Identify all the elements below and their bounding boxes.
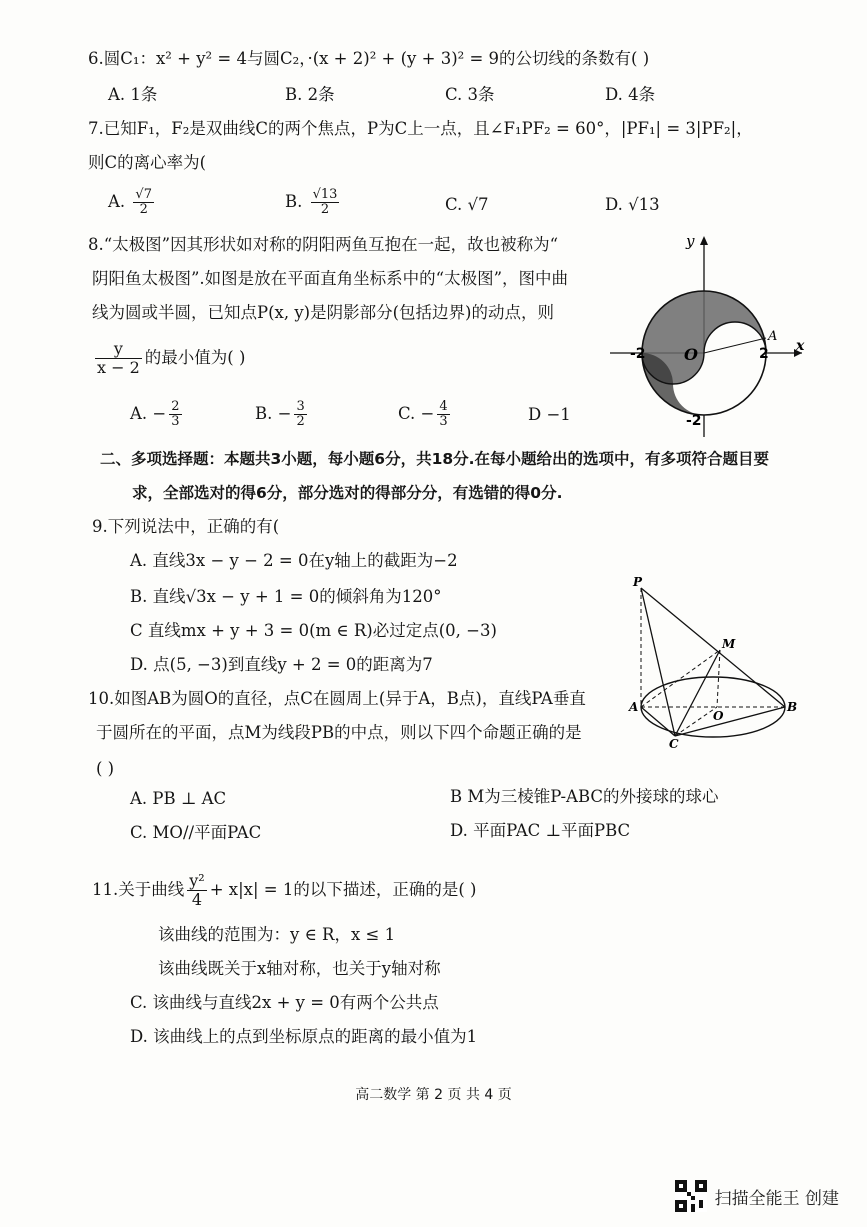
segment-am	[641, 650, 720, 707]
fig-label-p: P	[633, 575, 643, 589]
q8-line4: $\frac{y}{x - 2}$ 的最小值为( )	[97, 339, 246, 377]
q6-option-b: B. 2条	[285, 85, 335, 104]
q10-option-c: C. MO//平面PAC	[130, 823, 262, 842]
q11-option-c: C. 该曲线与直线2x + y = 0有两个公共点	[130, 993, 439, 1012]
q7-option-a: A. $\frac{√7}{2}$	[108, 187, 152, 217]
fig-label-neg2-x: -2	[630, 346, 646, 362]
q8-line2: 阴阳鱼太极图”.如图是放在平面直角坐标系中的“太极图”，图中曲	[92, 269, 569, 288]
q8-option-c: C. − $\frac{4}{3}$	[398, 399, 448, 429]
fig-label-y-axis: y	[686, 232, 695, 250]
section2-instructions-line2: 求，全部选对的得6分，部分选对的得部分分，有选错的得0分.	[132, 484, 563, 502]
segment-cm	[675, 650, 720, 736]
q10-line1: 10.如图AB为圆O的直径，点C在圆周上(异于A，B点)，直线PA垂直	[88, 689, 586, 708]
q9-option-b: B. 直线√3x − y + 1 = 0的倾斜角为120°	[130, 587, 442, 606]
q8-line3: 线为圆或半圆，已知点P(x, y)是阴影部分(包括边界)的动点，则	[92, 303, 554, 322]
q11-option-d: D. 该曲线上的点到坐标原点的距离的最小值为1	[130, 1027, 478, 1046]
q7-option-b: B. $\frac{√13}{2}$	[285, 187, 338, 217]
segment-pc	[641, 588, 675, 736]
segment-pb	[641, 588, 785, 707]
q8-option-b: B. − $\frac{3}{2}$	[255, 399, 305, 429]
q6-option-a: A. 1条	[108, 85, 158, 104]
segment-co	[675, 707, 717, 736]
page-footer: 高二数学 第 2 页 共 4 页	[355, 1087, 512, 1103]
q10-line3: ( )	[96, 759, 115, 778]
pyramid-figure	[625, 572, 800, 750]
fig-label-b: B	[787, 700, 798, 714]
q8-line1: 8.“太极图”因其形状如对称的阴阳两鱼互抱在一起，故也被称为“	[88, 235, 559, 254]
fig-label-origin: O	[684, 345, 698, 364]
q9-stem: 9.下列说法中，正确的有(	[92, 517, 280, 536]
q6-option-c: C. 3条	[445, 85, 495, 104]
fig-label-2-x: 2	[759, 346, 769, 362]
fig-label-m: M	[722, 637, 736, 651]
fig-label-point-a: A	[768, 329, 778, 344]
q10-option-b: B M为三棱锥P-ABC的外接球的球心	[450, 787, 719, 806]
fig-label-o: O	[713, 709, 724, 723]
q10-option-d: D. 平面PAC ⊥平面PBC	[450, 821, 631, 840]
section2-instructions-line1: 二、多项选择题：本题共3小题，每小题6分，共18分.在每小题给出的选项中，有多项符合题目要	[100, 450, 770, 468]
q7-option-c: C. √7	[445, 195, 489, 214]
q9-option-d: D. 点(5, −3)到直线y + 2 = 0的距离为7	[130, 655, 433, 674]
q8-option-d: D −1	[528, 405, 571, 424]
y-axis-arrow	[700, 236, 708, 245]
fig-label-x-axis: x	[796, 338, 805, 354]
q11-option-b: 该曲线既关于x轴对称，也关于y轴对称	[158, 959, 441, 978]
fig-label-c: C	[669, 737, 679, 750]
q9-option-a: A. 直线3x − y − 2 = 0在y轴上的截距为−2	[130, 551, 458, 570]
fig-label-neg2-y: -2	[686, 413, 702, 429]
q10-line2: 于圆所在的平面，点M为线段PB的中点，则以下四个命题正确的是	[96, 723, 582, 742]
q6-stem: 6.圆C₁：x² + y² = 4与圆C₂，·(x + 2)² + (y + 3)² = 9的公切线的条数有( )	[88, 49, 650, 68]
taiji-figure	[610, 232, 810, 442]
q8-option-a: A. − $\frac{2}{3}$	[130, 399, 180, 429]
q7-stem-line2: 则C的离心率为(	[88, 153, 207, 172]
segment-bc	[675, 707, 785, 736]
q7-option-d: D. √13	[605, 195, 660, 214]
qr-code-icon	[675, 1180, 707, 1212]
segment-mo	[717, 650, 720, 707]
q11-option-a: 该曲线的范围为：y ∈ R，x ≤ 1	[158, 925, 396, 944]
q10-option-a: A. PB ⊥ AC	[130, 789, 227, 808]
fig-label-a: A	[629, 700, 639, 714]
q7-stem-line1: 7.已知F₁，F₂是双曲线C的两个焦点，P为C上一点，且∠F₁PF₂ = 60°，|PF₁| = 3|PF₂|，	[88, 119, 753, 138]
scanner-watermark	[675, 1180, 839, 1212]
watermark-text: 扫描全能王 创建	[714, 1188, 839, 1209]
q11-stem: 11.关于曲线 $\frac{\text{y²}}{4}$ + x|x| = 1的以下描述，正确的是( )	[92, 871, 477, 909]
q6-option-d: D. 4条	[605, 85, 656, 104]
q9-option-c: C 直线mx + y + 3 = 0(m ∈ R)必过定点(0, −3)	[130, 621, 497, 640]
